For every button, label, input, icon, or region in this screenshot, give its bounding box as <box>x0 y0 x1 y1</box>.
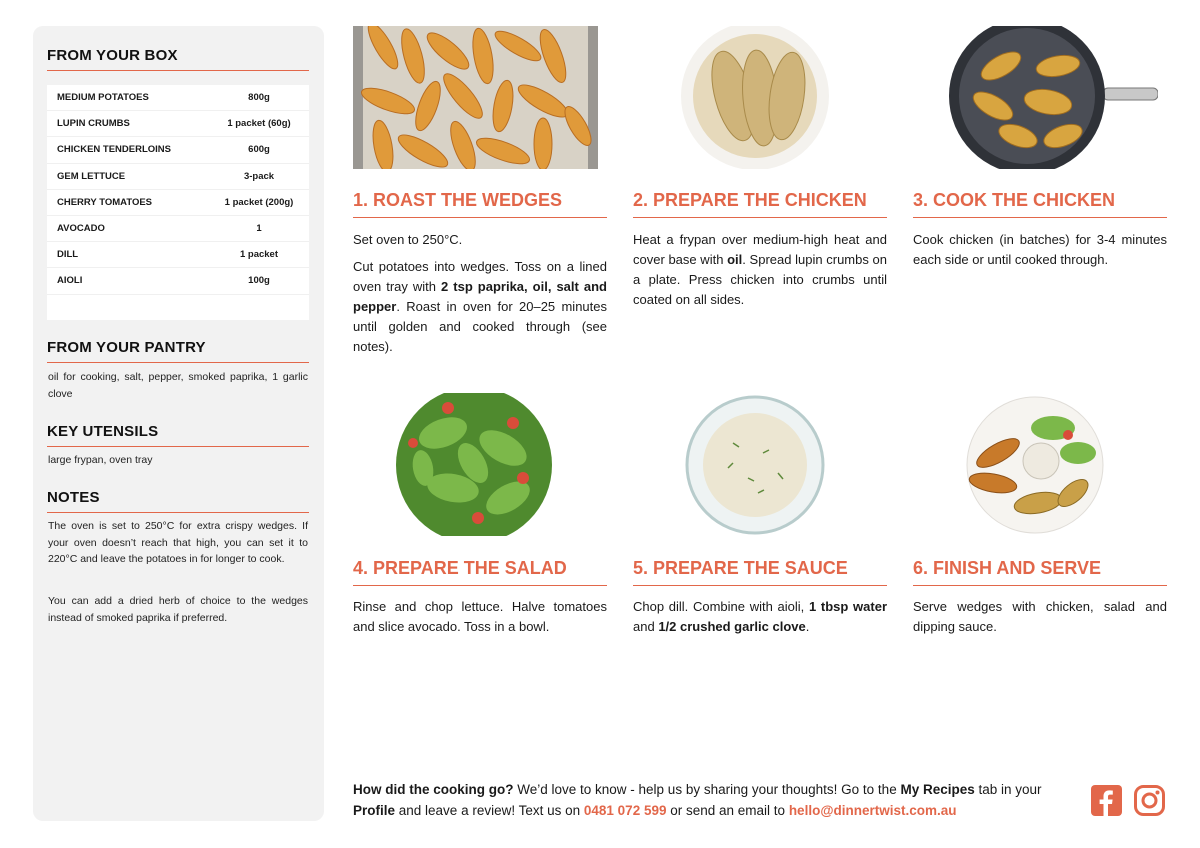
text-span: Chop dill. Combine with aioli, <box>633 599 809 614</box>
step-paragraph <box>633 230 887 310</box>
roast-wedges-photo <box>353 26 598 169</box>
text-span: Heat a frypan over medium-high heat and cover base with <box>633 232 887 267</box>
step-paragraph <box>353 257 607 357</box>
bold-text: Profile <box>353 803 396 818</box>
ingredient-name: CHICKEN TENDERLOINS <box>57 144 172 156</box>
ingredient-row <box>47 216 309 242</box>
text-span: . <box>805 619 810 634</box>
ingredient-row <box>47 164 309 190</box>
aioli-sauce-photo <box>633 393 878 536</box>
step-paragraph <box>353 230 607 250</box>
crumbed-chicken-photo <box>633 26 878 169</box>
step-5-text <box>633 597 887 644</box>
ingredient-quantity: 1 packet (200g) <box>224 196 294 208</box>
text-span: Set oven to 250°C. <box>353 232 463 247</box>
step-6-text <box>913 597 1167 644</box>
ingredient-name: LUPIN CRUMBS <box>57 118 130 130</box>
plated-meal-photo <box>913 393 1158 536</box>
ingredient-name: DILL <box>57 249 79 261</box>
step-1-title: 1. ROAST THE WEDGES <box>353 190 607 218</box>
bold-text: 1 tbsp water <box>808 599 887 614</box>
ingredient-quantity: 600g <box>248 144 270 156</box>
from-your-pantry-title: FROM YOUR PANTRY <box>47 339 309 363</box>
step-4-title: 4. PREPARE THE SALAD <box>353 558 607 586</box>
ingredient-row <box>47 242 309 268</box>
key-utensils-title: KEY UTENSILS <box>47 423 309 447</box>
bold-text: My Recipes <box>900 782 975 797</box>
ingredient-row <box>47 137 309 163</box>
ingredient-quantity: 100g <box>248 275 270 287</box>
step-2-title: 2. PREPARE THE CHICKEN <box>633 190 887 218</box>
text-span: tab in your <box>974 782 1042 797</box>
text-span: . Roast in oven for 20–25 minutes until golden and cooked through (see notes). <box>353 299 607 354</box>
ingredient-quantity: 1 packet <box>239 249 279 261</box>
contact-link[interactable]: 0481 072 599 <box>583 803 667 818</box>
step-6-title: 6. FINISH AND SERVE <box>913 558 1167 586</box>
step-3-text <box>913 230 1167 277</box>
text-span: and <box>633 619 659 634</box>
step-3-title: 3. COOK THE CHICKEN <box>913 190 1167 218</box>
step-paragraph <box>353 597 607 637</box>
frypan-chicken-photo <box>913 26 1158 169</box>
contact-link[interactable]: hello@dinnertwist.com.au <box>788 803 957 818</box>
step-paragraph <box>633 597 887 637</box>
bold-text: 2 tsp paprika, oil, salt and pepper <box>353 279 607 314</box>
ingredient-row <box>47 85 309 111</box>
step-5-title: 5. PREPARE THE SAUCE <box>633 558 887 586</box>
ingredient-quantity: 1 packet (60g) <box>227 118 291 130</box>
ingredient-name: GEM LETTUCE <box>57 170 126 182</box>
text-span: Serve wedges with chicken, salad and dipping sauce. <box>913 599 1167 634</box>
ingredient-name: MEDIUM POTATOES <box>57 92 149 104</box>
step-2-text <box>633 230 887 317</box>
notes-title: NOTES <box>47 489 309 513</box>
bold-text: 1/2 crushed garlic clove <box>658 619 806 634</box>
text-span: . Spread lupin crumbs on a plate. Press chicken into crumbs until coated on all sides. <box>633 252 887 307</box>
pantry-text: oil for cooking, salt, pepper, smoked paprika, 1 garlic clove <box>48 371 308 400</box>
ingredients-table <box>47 85 309 320</box>
from-your-box-title: FROM YOUR BOX <box>47 47 309 71</box>
bold-text: oil <box>727 252 743 267</box>
step-1-text <box>353 230 607 364</box>
notes-para-2: You can add a dried herb of choice to the wedges instead of smoked paprika if preferred. <box>48 595 308 624</box>
text-span: and leave a review! Text us on <box>395 803 584 818</box>
ingredient-row <box>47 190 309 216</box>
text-span: Cut potatoes into wedges. Toss on a lined oven tray with <box>353 259 607 294</box>
text-span: or send an email to <box>666 803 789 818</box>
salad-bowl-photo <box>353 393 598 536</box>
step-4-text <box>353 597 607 644</box>
ingredients-sidebar <box>33 26 324 821</box>
facebook-icon[interactable] <box>1090 784 1123 817</box>
ingredient-row <box>47 111 309 137</box>
step-paragraph <box>913 597 1167 637</box>
ingredient-name: CHERRY TOMATOES <box>57 196 153 208</box>
utensils-text: large frypan, oven tray <box>48 454 153 466</box>
text-span: Rinse and chop lettuce. Halve tomatoes and slice avocado. Toss in a bowl. <box>353 599 607 634</box>
text-span: Cook chicken (in batches) for 3-4 minutes each side or until cooked through. <box>913 232 1167 267</box>
ingredient-quantity: 800g <box>248 92 270 104</box>
instagram-icon[interactable] <box>1133 784 1166 817</box>
ingredient-name: AVOCADO <box>57 223 105 235</box>
ingredient-name: AIOLI <box>57 275 83 287</box>
ingredient-row <box>47 268 309 294</box>
step-paragraph <box>913 230 1167 270</box>
notes-para-1: The oven is set to 250°C for extra crispy wedges. If your oven doesn’t reach that high, you can set it to 220°C and leave the potatoes in for longer to cook. <box>48 520 308 565</box>
ingredient-quantity: 1 <box>256 223 262 235</box>
ingredient-quantity: 3-pack <box>243 170 275 182</box>
feedback-footer <box>353 779 1073 821</box>
bold-text: How did the cooking go? <box>353 782 514 797</box>
text-span: We’d love to know - help us by sharing your thoughts! Go to the <box>513 782 901 797</box>
